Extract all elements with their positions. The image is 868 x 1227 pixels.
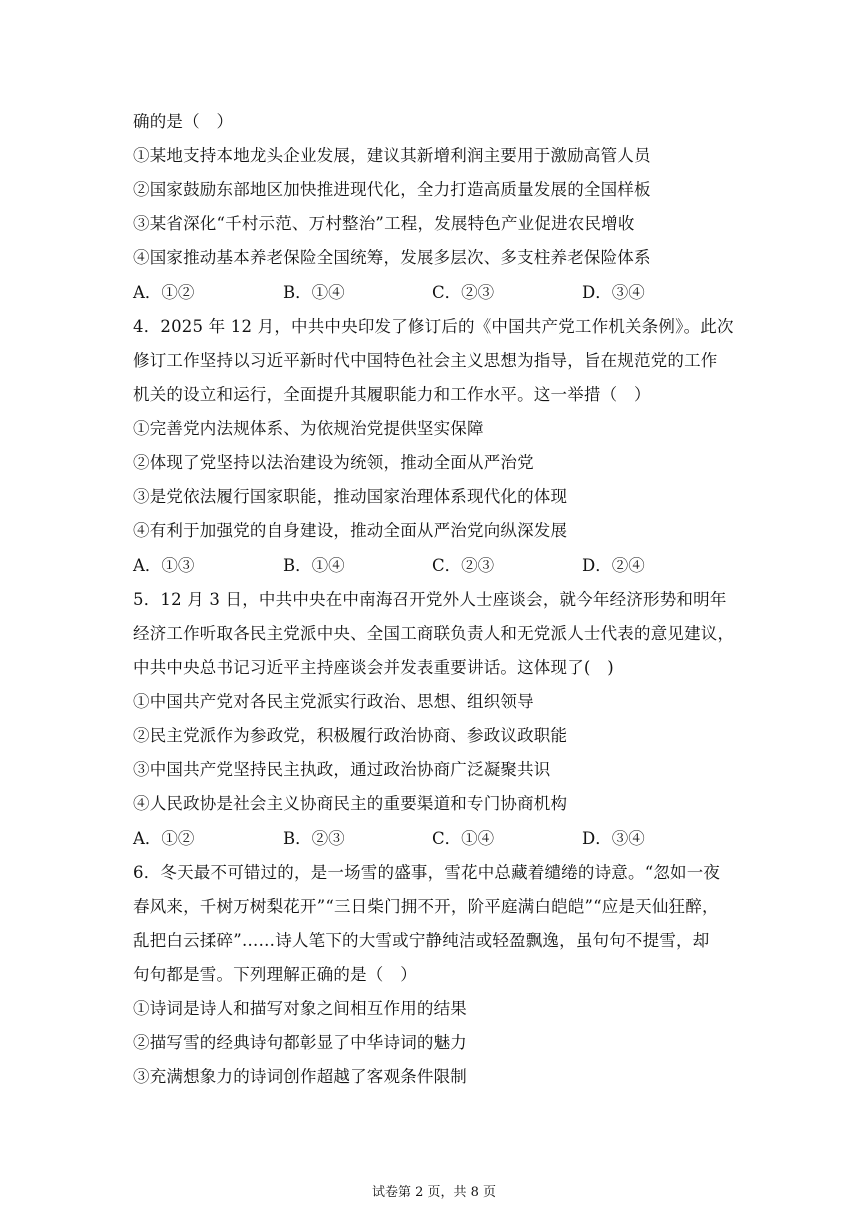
q4-statement-3: ③是党依法履行国家职能，推动国家治理体系现代化的体现 [133, 487, 568, 506]
q3-statement-1: ①某地支持本地龙头企业发展，建议其新增利润主要用于激励高管人员 [133, 146, 651, 165]
q5-stem-line-2: 经济工作听取各民主党派中央、全国工商联负责人和无党派人士代表的意见建议， [133, 624, 735, 643]
q5-stem-line-1: 5．12 月 3 日，中共中央在中南海召开党外人士座谈会，就今年经济形势和明年 [133, 590, 727, 609]
q4-option-b[interactable]: B．①④ [283, 556, 345, 575]
q5-statement-2: ②民主党派作为参政党，积极履行政治协商、参政议政职能 [133, 726, 568, 745]
q3-option-c[interactable]: C．②③ [432, 283, 495, 302]
q5-option-a[interactable]: A．①② [133, 829, 195, 848]
q6-stem-line-3: 乱把白云揉碎”……诗人笔下的大雪或宁静纯洁或轻盈飘逸，虽句句不提雪，却 [133, 931, 710, 950]
q4-statement-2: ②体现了党坚持以法治建设为统领，推动全面从严治党 [133, 453, 534, 472]
q4-stem-line-1: 4．2025 年 12 月，中共中央印发了修订后的《中国共产党工作机关条例》。此次 [133, 317, 734, 336]
q3-statement-4: ④国家推动基本养老保险全国统筹，发展多层次、多支柱养老保险体系 [133, 248, 651, 267]
q5-option-b[interactable]: B．②③ [283, 829, 345, 848]
q3-option-d[interactable]: D．③④ [582, 283, 645, 302]
q5-stem-line-3: 中共中央总书记习近平主持座谈会并发表重要讲话。这体现了( ) [133, 658, 614, 677]
q5-option-c[interactable]: C．①④ [432, 829, 495, 848]
q3-statement-2: ②国家鼓励东部地区加快推进现代化，全力打造高质量发展的全国样板 [133, 180, 651, 199]
q4-option-c[interactable]: C．②③ [432, 556, 495, 575]
q4-options [133, 554, 733, 578]
q5-options [133, 827, 733, 851]
q3-option-a[interactable]: A．①② [133, 283, 195, 302]
q4-statement-1: ①完善党内法规体系、为依规治党提供坚实保障 [133, 419, 484, 438]
q4-option-a[interactable]: A．①③ [133, 556, 195, 575]
q4-stem-line-3: 机关的设立和运行，全面提升其履职能力和工作水平。这一举措（ ） [133, 385, 651, 404]
q6-statement-2: ②描写雪的经典诗句都彰显了中华诗词的魅力 [133, 1033, 467, 1052]
q5-statement-1: ①中国共产党对各民主党派实行政治、思想、组织领导 [133, 692, 534, 711]
q3-options [133, 281, 733, 305]
q6-stem-line-2: 春风来，千树万树梨花开”“三日柴门拥不开，阶平庭满白皑皑”“应是天仙狂醉， [133, 897, 719, 916]
q6-stem-line-1: 6．冬天最不可错过的，是一场雪的盛事，雪花中总藏着缱绻的诗意。“忽如一夜 [133, 863, 721, 882]
q6-statement-1: ①诗词是诗人和描写对象之间相互作用的结果 [133, 999, 467, 1018]
q4-option-d[interactable]: D．②④ [582, 556, 645, 575]
q6-stem-line-4: 句句都是雪。下列理解正确的是（ ） [133, 965, 417, 984]
q3-stem-tail: 确的是（ ） [133, 112, 234, 131]
q4-stem-line-2: 修订工作坚持以习近平新时代中国特色社会主义思想为指导，旨在规范党的工作 [133, 351, 718, 370]
q5-option-d[interactable]: D．③④ [582, 829, 645, 848]
q5-statement-4: ④人民政协是社会主义协商民主的重要渠道和专门协商机构 [133, 794, 568, 813]
q6-statement-3: ③充满想象力的诗词创作超越了客观条件限制 [133, 1067, 467, 1086]
q5-statement-3: ③中国共产党坚持民主执政，通过政治协商广泛凝聚共识 [133, 760, 551, 779]
q4-statement-4: ④有利于加强党的自身建设，推动全面从严治党向纵深发展 [133, 521, 568, 540]
q3-option-b[interactable]: B．①④ [283, 283, 345, 302]
page-footer: 试卷第 2 页，共 8 页 [371, 1185, 497, 1200]
q3-statement-3: ③某省深化“千村示范、万村整治”工程，发展特色产业促进农民增收 [133, 214, 635, 233]
